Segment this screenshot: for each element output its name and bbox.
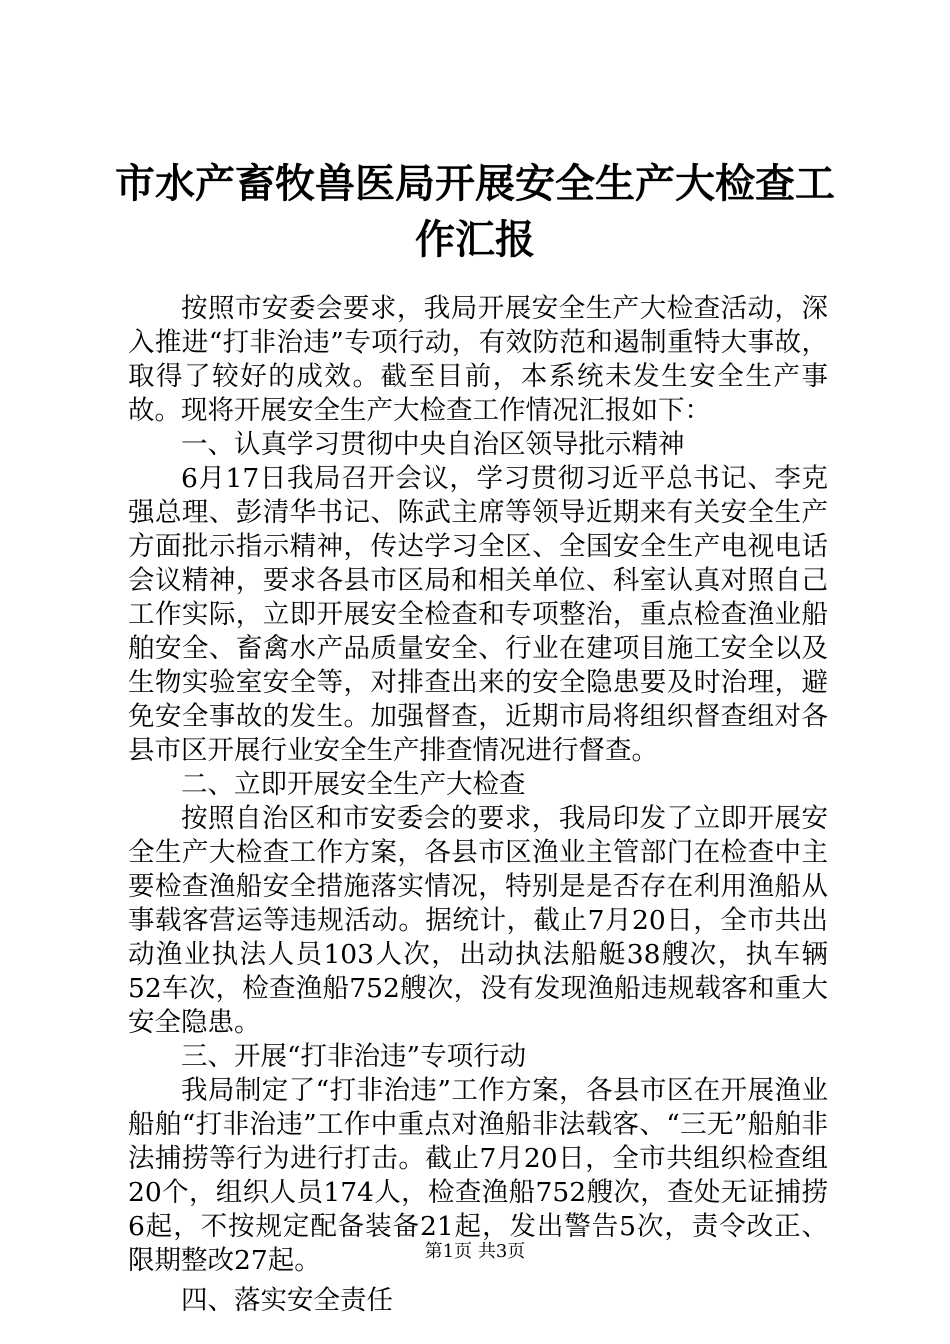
section-heading-4: 四、落实安全责任 xyxy=(181,1285,393,1316)
document-title: 市水产畜牧兽医局开展安全生产大检查工作汇报 xyxy=(115,160,835,263)
section-heading-2: 二、立即开展安全生产大检查 xyxy=(181,769,526,800)
section-1-paragraph: 6月17日我局召开会议，学习贯彻习近平总书记、李克强总理、彭清华书记、陈武主席等领导近期来有关安全生产方面批示指示精神，传达学习全区、全国安全生产电视电话会议精神，要求各县市区局和相关单位、科室认真对照自己工作实际，立即开展安全检查和专项整治，重点检查渔业船舶安全、畜禽水产品质量安全、行业在建项目施工安全以及生物实验室安全等，对排查出来的安全隐患要及时治理，避免安全事故的发生。加强督查，近期市局将组织督查组对各县市区开展行业安全生产排查情况进行督查。 xyxy=(128,463,828,766)
intro-paragraph: 按照市安委会要求，我局开展安全生产大检查活动，深入推进“打非治违”专项行动，有效防范和遏制重特大事故，取得了较好的成效。截至目前，本系统未发生安全生产事故。现将开展安全生产大检查工作情况汇报如下： xyxy=(128,293,828,426)
section-3-paragraph: 我局制定了“打非治违”工作方案，各县市区在开展渔业船舶“打非治违”工作中重点对渔船非法载客、“三无”船舶非法捕捞等行为进行打击。截止7月20日，全市共组织检查组20个，组织人员174人，检查渔船752艘次，查处无证捕捞6起，不按规定配备装备21起，发出警告5次，责令改正、限期整改27起。 xyxy=(128,1075,828,1276)
document-body xyxy=(128,292,828,1318)
section-heading-3: 三、开展“打非治违”专项行动 xyxy=(181,1041,527,1072)
section-2-paragraph: 按照自治区和市安委会的要求，我局印发了立即开展安全生产大检查工作方案，各县市区渔业主管部门在检查中主要检查渔船安全措施落实情况，特别是是否存在利用渔船从事载客营运等违规活动。据统计，截止7月20日，全市共出动渔业执法人员103人次，出动执法船艇38艘次，执车辆52车次，检查渔船752艘次，没有发现渔船违规载客和重大安全隐患。 xyxy=(128,803,828,1038)
section-heading-1: 一、认真学习贯彻中央自治区领导批示精神 xyxy=(181,429,685,460)
page-footer: 第1页 共3页 xyxy=(424,1241,526,1262)
